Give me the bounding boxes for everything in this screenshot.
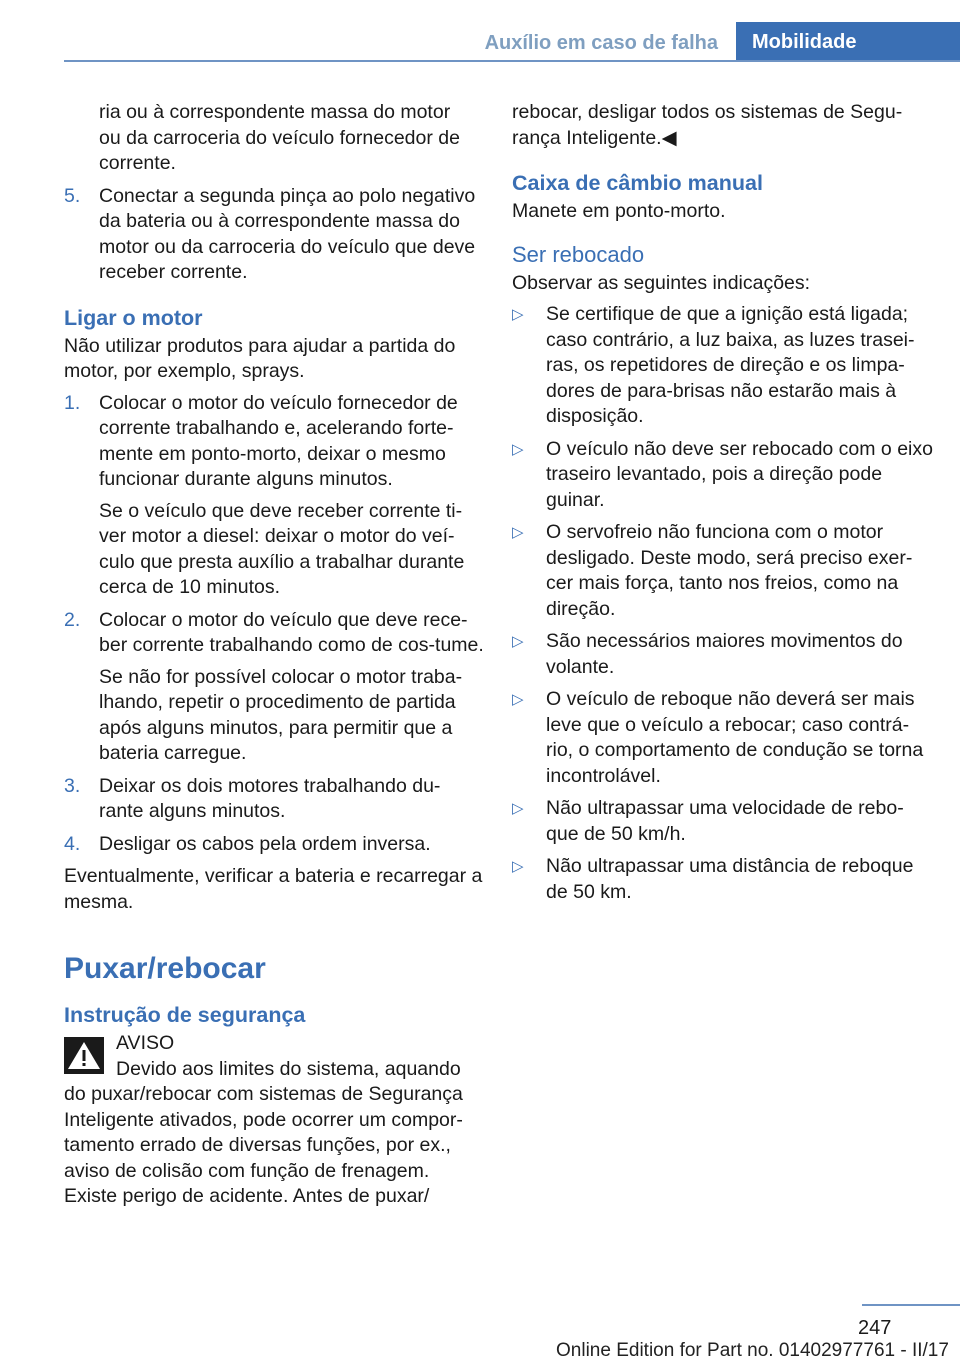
bullet-item	[512, 302, 936, 430]
section-heading-manual: Caixa de câmbio manual	[512, 171, 763, 195]
step-number: 1.	[64, 391, 81, 414]
continued-line: corrente.	[99, 152, 176, 174]
step-number: 4.	[64, 832, 81, 855]
step-number: 5.	[64, 184, 81, 207]
bullet-triangle-icon: ▷	[512, 633, 524, 650]
warning-block	[64, 1031, 484, 1210]
step-number: 3.	[64, 774, 81, 797]
bullet-item	[512, 854, 936, 905]
step-text: Desligar os cabos pela ordem inversa.	[99, 832, 431, 855]
bullet-text: O veículo não deve ser rebocado com o eixo traseiro levantado, pois a direção pode guinar.	[546, 437, 933, 511]
bullet-item	[512, 520, 936, 622]
step-text: Colocar o motor do veículo que deve rece-ber corrente trabalhando como de cos-tume.	[99, 608, 484, 656]
paragraph: Não utilizar produtos para ajudar a partida do motor, por exemplo, sprays.	[64, 334, 456, 382]
header-chapter-tab: Mobilidade	[736, 22, 960, 60]
bullet-triangle-icon: ▷	[512, 691, 524, 708]
section-heading-safety: Instrução de segurança	[64, 1003, 306, 1027]
bullet-item	[512, 437, 936, 514]
continued-line: ria ou à correspondente massa do motor	[99, 101, 451, 123]
page-number: 247	[858, 1317, 892, 1339]
footer-rule	[862, 1304, 960, 1306]
bullet-text: Não ultrapassar uma distância de reboque de 50 km.	[546, 855, 914, 903]
warning-label: AVISO	[116, 1032, 175, 1054]
bullet-text: Não ultrapassar uma velocidade de rebo-que de 50 km/h.	[546, 797, 904, 845]
step-item	[64, 774, 484, 825]
header-section-tab: Auxílio em caso de falha	[484, 32, 718, 54]
bullet-triangle-icon: ▷	[512, 800, 524, 817]
step-text: Colocar o motor do veículo fornecedor de corrente trabalhando e, acelerando forte-mente em ponto-morto, deixar o mesmo funcionar durante alguns minutos.	[99, 391, 458, 490]
step-text: Conectar a segunda pinça ao polo negativo da bateria ou à correspondente massa do motor ou da carroceria do veículo que deve receber corrente.	[99, 184, 476, 283]
section-heading-rebocado: Ser rebocado	[512, 241, 645, 267]
chapter-title-puxar: Puxar/rebocar	[64, 952, 266, 985]
bullet-item	[512, 629, 936, 680]
step-item	[64, 391, 484, 601]
step-item	[64, 184, 484, 286]
step-item	[64, 832, 484, 858]
bullet-text: São necessários maiores movimentos do volante.	[546, 630, 903, 678]
step-note: Se o veículo que deve receber corrente ti-ver motor a diesel: deixar o motor do veí-culo que presta auxílio a trabalhar durante cerca de 10 minutos.	[99, 499, 465, 598]
warning-text: Devido aos limites do sistema, aquando do puxar/rebocar com sistemas de Segurança Inteligente ativados, pode ocorrer um compor-tamento errado de diversas funções, por ex., aviso de colisão com função de frenagem. Existe perigo de acidente. Antes de puxar/	[64, 1057, 463, 1207]
bullet-triangle-icon: ▷	[512, 858, 524, 875]
paragraph: Eventualmente, verificar a bateria e recarregar a mesma.	[64, 865, 483, 913]
continued-step	[64, 100, 484, 177]
step-number: 2.	[64, 608, 81, 631]
edition-note: Online Edition for Part no. 01402977761 - II/17	[556, 1340, 949, 1361]
paragraph: Observar as seguintes indicações:	[512, 271, 811, 294]
warning-triangle-icon	[64, 1037, 104, 1074]
step-text: Deixar os dois motores trabalhando du-rante alguns minutos.	[99, 774, 441, 822]
bullet-text: Se certifique de que a ignição está ligada; caso contrário, a luz baixa, as luzes trasei-ras, os repetidores de direção e os limpa-dores de para-brisas não estarão mais à disposição.	[546, 303, 915, 427]
bullet-item	[512, 796, 936, 847]
page-header	[0, 0, 960, 62]
step-note: Se não for possível colocar o motor traba-lhando, repetir o procedimento de partida após alguns minutos, para permitir que a bateria carregue.	[99, 665, 463, 764]
bullet-item	[512, 687, 936, 789]
bullet-triangle-icon: ▷	[512, 440, 524, 458]
paragraph: Manete em ponto-morto.	[512, 200, 726, 222]
right-column	[512, 100, 936, 912]
continued-line: ou da carroceria do veículo fornecedor de	[99, 126, 460, 149]
section-heading-ligar: Ligar o motor	[64, 305, 203, 330]
left-column	[64, 100, 484, 1210]
bullet-triangle-icon: ▷	[512, 306, 524, 323]
bullet-triangle-icon: ▷	[512, 524, 524, 541]
bullet-text: O servofreio não funciona com o motor desligado. Deste modo, será preciso exer-cer mais força, tanto nos freios, como na direção.	[546, 521, 913, 620]
header-rule	[64, 60, 960, 62]
step-item	[64, 608, 484, 767]
paragraph: rebocar, desligar todos os sistemas de Segu-rança Inteligente.◀	[512, 101, 903, 149]
bullet-text: O veículo de reboque não deverá ser mais leve que o veículo a rebocar; caso contrá-rio, o comportamento de condução se torna incontrolável.	[546, 688, 924, 787]
